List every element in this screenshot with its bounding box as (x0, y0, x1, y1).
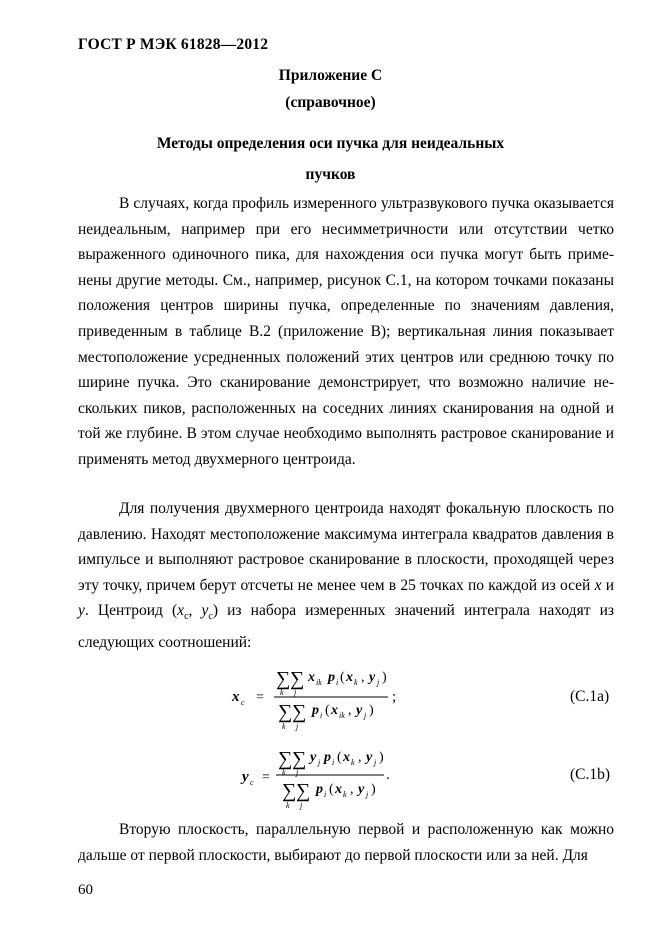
eq2-den-sum-j: ∑ (296, 780, 311, 802)
eq1-equals: = (256, 690, 264, 705)
axis-y-symbol: y (78, 602, 85, 620)
eq1-den-open: ( (325, 703, 330, 718)
equation-c1a-number: (С.1а) (570, 688, 610, 705)
eq2-num-y-sub: j (318, 758, 321, 767)
conjunction-text: и (601, 576, 615, 594)
eq1-num-open: ( (340, 670, 345, 685)
eq1-num-sum-k: ∑ (276, 668, 291, 690)
eq1-den-p: p (312, 703, 319, 718)
section-heading-line1: Методы определения оси пучка для неидеальных (156, 135, 505, 152)
eq2-num-idx-k: k (282, 768, 286, 777)
eq1-den-x-sub: ik (339, 711, 345, 720)
eq2-den-idx-k: k (286, 801, 290, 810)
eq2-num-open: ( (337, 750, 342, 765)
xc-symbol: x (177, 602, 185, 620)
paragraph-second-plane: Вторую плоскость, параллельную первой и расположенную как можно дальше от первой плоскости, выбирают до первой плоскости или за ней. Для (78, 821, 614, 864)
eq2-den-y: y (358, 782, 365, 797)
eq2-den-sum-k: ∑ (282, 780, 297, 802)
eq2-num-sum-j: ∑ (292, 748, 307, 770)
eq2-equals: = (262, 770, 270, 785)
eq2-lhs-sub: c (250, 778, 254, 787)
eq2-num-x-sub: k (351, 758, 355, 767)
equation-c1a (220, 655, 420, 735)
eq1-num-x-sub: ik (316, 678, 322, 687)
eq2-num-p-sub: i (332, 758, 335, 767)
eq1-num-x: x (308, 670, 315, 685)
eq2-num-y2: y (366, 750, 373, 765)
eq1-num-comma: , (361, 670, 365, 685)
eq1-den-idx-k: k (282, 722, 286, 731)
eq1-den-comma: , (348, 703, 352, 718)
eq1-lhs-sub: c (241, 698, 245, 707)
standard-code: ГОСТ Р МЭК 61828—2012 (78, 36, 269, 53)
eq2-den-p: p (316, 782, 323, 797)
eq2-den-open: ( (329, 782, 334, 797)
paragraph-centroid (78, 496, 614, 656)
equation-c1b (220, 737, 420, 817)
eq1-num-xk: x (346, 670, 353, 685)
eq1-num-xk-sub: k (354, 678, 358, 687)
eq1-den-close: ) (369, 703, 374, 718)
eq2-den-x-sub: k (343, 790, 347, 799)
xc-subscript: c (184, 611, 189, 623)
eq1-den-sum-j: ∑ (292, 701, 307, 723)
eq2-num-x: x (343, 750, 350, 765)
appendix-title: Приложение С (278, 67, 383, 84)
eq2-num-sum-k: ∑ (278, 748, 293, 770)
eq2-num-p: p (324, 750, 331, 765)
eq1-trail: ; (392, 689, 397, 705)
eq2-num-idx-j: j (296, 768, 299, 777)
eq2-num-close: ) (379, 750, 384, 765)
eq2-den-x: x (335, 782, 342, 797)
eq1-den-y: y (356, 703, 363, 718)
paragraph-centroid-text3: ) из набора измеренных значений интеграла находят из следующих соотношений: (78, 602, 614, 652)
eq2-den-y-sub: j (366, 790, 369, 799)
eq2-num-comma: , (358, 750, 362, 765)
eq1-num-sum-j: ∑ (290, 668, 305, 690)
eq2-den-comma: , (350, 782, 354, 797)
eq2-den-idx-j: j (300, 801, 303, 810)
eq2-den-p-sub: i (324, 790, 327, 799)
eq1-num-idx-k: k (280, 688, 284, 697)
eq1-num-close: ) (382, 670, 387, 685)
eq1-den-x: x (331, 703, 338, 718)
section-heading-line2: пучков (305, 166, 356, 183)
appendix-subtitle: (справочное) (285, 94, 376, 111)
equation-c1b-number: (С.1b) (570, 766, 611, 783)
yc-subscript: c (208, 611, 213, 623)
eq2-den-close: ) (371, 782, 376, 797)
paragraph-centroid-text2: . Центроид ( (84, 602, 178, 620)
paragraph-intro: В случаях, когда профиль измеренного ультразвукового пучка оказывается неидеальным, например при его несимметричности или отсутствии четко выраженного одиночного пика, для нахождения оси пучка могут быть применены другие методы. См., например, рисунок С.1, на котором точками показаны положения центров ширины пучка, определенные по значениям давления, приведенным в таблице В.2 (приложение В); вертикальная линия показывает местоположение усредненных положений этих центров или среднюю точку по ширине пучка. Это сканирование демонстрирует, что возможно наличие нескольких пиков, расположенных на соседних линиях сканирования на одной и той же глубине. В этом случае необходимо выполнять растровое сканирование и применять метод двухмерного центроида. (78, 195, 614, 468)
eq1-den-sum-k: ∑ (278, 701, 293, 723)
eq1-num-y: y (369, 670, 376, 685)
eq2-trail: . (386, 767, 390, 783)
eq1-den-y-sub: j (364, 711, 367, 720)
page-number: 60 (78, 882, 93, 898)
eq1-den-idx-j: j (296, 722, 299, 731)
eq2-lhs: y (242, 769, 249, 785)
eq1-num-y-sub: j (377, 678, 380, 687)
eq2-num-y2-sub: j (374, 758, 377, 767)
eq1-num-p: p (328, 670, 335, 685)
eq1-den-p-sub: i (320, 711, 323, 720)
paragraph-centroid-text1: Для получения двухмерного центроида находят фокальную плоскость по давлению. Находят местоположение максимума интеграла квадратов давления в импульсе и выполняют растровое сканирование в плоскости, проходящей через эту точку, причем берут отсчеты не менее чем в 25 точках по каждой из осей (78, 500, 614, 594)
eq1-num-p-sub: i (336, 678, 339, 687)
eq1-lhs: x (232, 689, 240, 705)
comma-text: , (188, 602, 202, 620)
yc-symbol: y (201, 602, 209, 620)
eq2-num-y: y (310, 750, 317, 765)
eq1-num-idx-j: j (294, 688, 297, 697)
axis-x-symbol: x (594, 576, 602, 594)
